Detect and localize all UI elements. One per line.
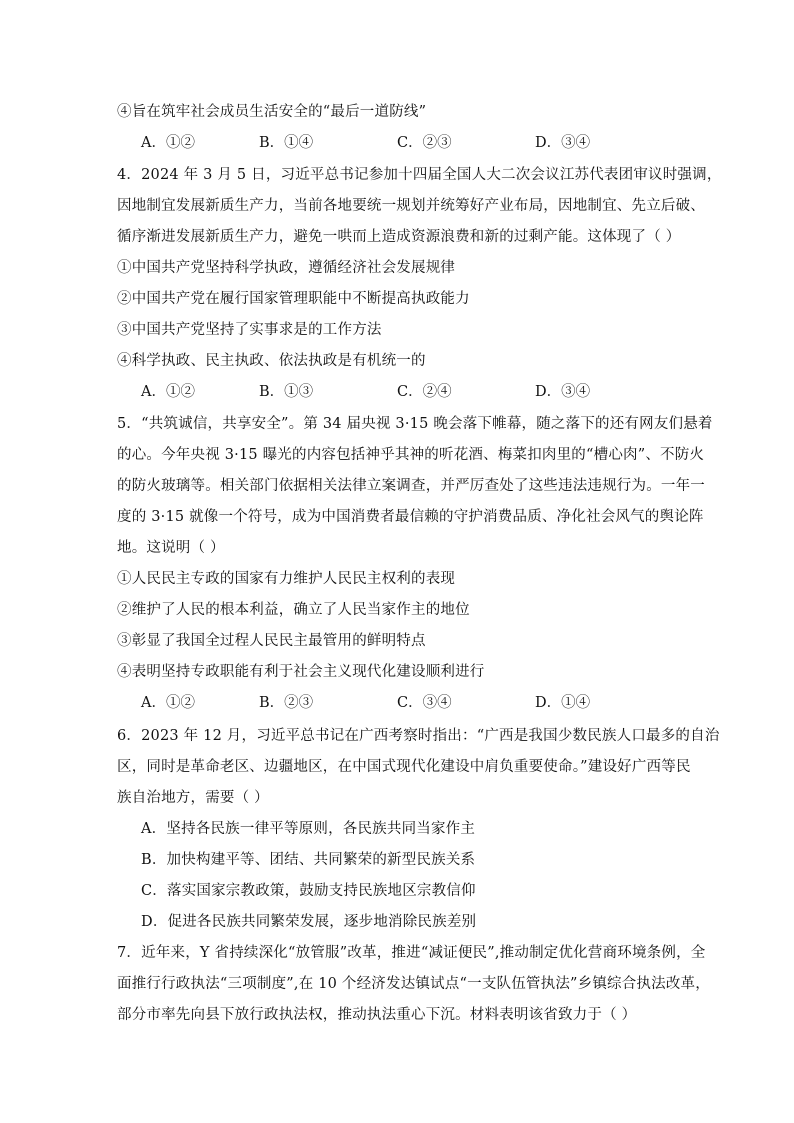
q6-stem-line-1: 6．2023 年 12 月，习近平总书记在广西考察时指出：“广西是我国少数民族人口最多的自治	[117, 728, 720, 744]
q5-item-2: ②维护了人民的根本利益，确立了人民当家作主的地位	[117, 602, 470, 618]
q6-option-b: B．加快构建平等、团结、共同繁荣的新型民族关系	[141, 852, 476, 868]
q3-item-4: ④旨在筑牢社会成员生活安全的“最后一道防线”	[117, 104, 427, 120]
q4-options	[141, 382, 621, 402]
q4-option-d: D．③④	[535, 384, 591, 400]
q4-item-3: ③中国共产党坚持了实事求是的工作方法	[117, 322, 382, 338]
q4-option-b: B．①③	[259, 384, 314, 400]
q4-option-a: A．①②	[141, 384, 195, 400]
q7-stem-line-2: 面推行行政执法“三项制度”,在 10 个经济发达镇试点“一支队伍管执法”乡镇综合执法改革，	[117, 976, 710, 992]
q6-stem-line-2: 区，同时是革命老区、边疆地区，在中国式现代化建设中肩负重要使命。”建设好广西等民	[117, 759, 691, 775]
q7-stem-line-3: 部分市率先向县下放行政执法权，推动执法重心下沉。材料表明该省致力于（ ）	[117, 1007, 637, 1023]
q5-item-3: ③彰显了我国全过程人民民主最管用的鲜明特点	[117, 633, 426, 649]
q6-option-c: C．落实国家宗教政策，鼓励支持民族地区宗教信仰	[141, 883, 476, 899]
q5-stem-line-5: 地。这说明（ ）	[117, 540, 225, 556]
q6-option-d: D．促进各民族共同繁荣发展，逐步地消除民族差别	[141, 914, 477, 930]
q5-options	[141, 693, 621, 713]
q5-option-a: A．①②	[141, 695, 195, 711]
q6-option-a: A．坚持各民族一律平等原则，各民族共同当家作主	[141, 821, 476, 837]
q3-options	[141, 133, 621, 153]
q3-option-c: C．②③	[397, 135, 452, 151]
q4-item-1: ①中国共产党坚持科学执政，遵循经济社会发展规律	[117, 260, 456, 276]
q4-stem-line-3: 循序渐进发展新质生产力，避免一哄而上造成资源浪费和新的过剩产能。这体现了（ ）	[117, 229, 681, 245]
q4-item-4: ④科学执政、民主执政、依法执政是有机统一的	[117, 353, 426, 369]
q6-stem-line-3: 族自治地方，需要（ ）	[117, 790, 269, 806]
q7-stem-line-1: 7．近年来，Y 省持续深化“放管服”改革，推进“减证便民”,推动制定优化营商环境条例，全	[117, 945, 706, 961]
q3-option-b: B．①④	[259, 135, 314, 151]
q5-stem-line-1: 5．“共筑诚信，共享安全”。第 34 届央视 3·15 晚会落下帷幕，随之落下的还有网友们悬着	[117, 416, 713, 432]
q3-option-d: D．③④	[535, 135, 591, 151]
q4-item-2: ②中国共产党在履行国家管理职能中不断提高执政能力	[117, 291, 470, 307]
q5-option-d: D．①④	[535, 695, 591, 711]
q3-option-a: A．①②	[141, 135, 195, 151]
q4-stem-line-1: 4．2024 年 3 月 5 日，习近平总书记参加十四届全国人大二次会议江苏代表团审议时强调，	[117, 167, 722, 183]
q5-stem-line-2: 的心。今年央视 3·15 曝光的内容包括神乎其神的听花酒、梅菜扣肉里的“槽心肉”、不防火	[117, 447, 705, 463]
q4-option-c: C．②④	[397, 384, 452, 400]
q5-item-4: ④表明坚持专政职能有利于社会主义现代化建设顺利进行	[117, 664, 485, 680]
q5-option-c: C．③④	[397, 695, 452, 711]
q4-stem-line-2: 因地制宜发展新质生产力，当前各地要统一规划并统筹好产业布局，因地制宜、先立后破、	[117, 198, 705, 214]
q5-stem-line-4: 度的 3·15 就像一个符号，成为中国消费者最信赖的守护消费品质、净化社会风气的舆论阵	[117, 509, 704, 525]
q5-stem-line-3: 的防火玻璃等。相关部门依据相关法律立案调查，并严厉查处了这些违法违规行为。一年一	[117, 478, 705, 494]
q5-option-b: B．②③	[259, 695, 314, 711]
q5-item-1: ①人民民主专政的国家有力维护人民民主权利的表现	[117, 571, 456, 587]
